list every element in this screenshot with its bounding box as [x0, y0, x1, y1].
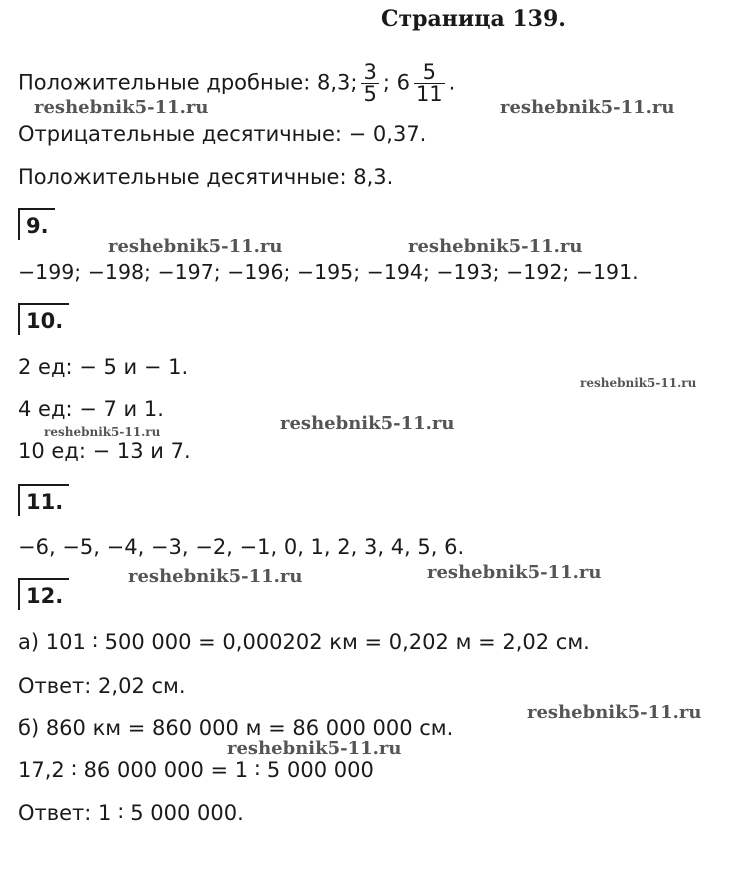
task-10-line-3: 10 ед: − 13 и 7.: [18, 439, 191, 463]
watermark: reshebnik5-11.ru: [500, 97, 675, 118]
fraction-end: .: [448, 70, 456, 95]
watermark: reshebnik5-11.ru: [108, 236, 283, 257]
fraction-denominator: 11: [415, 82, 443, 106]
task-11-number: 11.: [18, 484, 69, 516]
task-11-answer: −6, −5, −4, −3, −2, −1, 0, 1, 2, 3, 4, 5, 6.: [18, 535, 465, 559]
task-12-part-a-answer: Ответ: 2,02 см.: [18, 674, 186, 698]
fraction-five-elevenths: [414, 62, 445, 105]
task-12-part-a: а) 101 ∶ 500 000 = 0,000202 км = 0,202 м = 2,02 см.: [18, 630, 590, 654]
positive-fractions-prefix: Положительные дробные: 8,3;: [18, 70, 358, 95]
watermark: reshebnik5-11.ru: [227, 738, 402, 759]
task-10-line-2: 4 ед: − 7 и 1.: [18, 397, 164, 421]
fraction-numerator: 3: [363, 60, 377, 84]
task-12-number: 12.: [18, 578, 69, 610]
task-12-part-b: б) 860 км = 860 000 м = 86 000 000 см.: [18, 716, 454, 740]
fraction-denominator: 5: [363, 82, 377, 106]
task-12-part-b-answer: Ответ: 1 ∶ 5 000 000.: [18, 801, 244, 825]
task-12-part-b-calc: 17,2 ∶ 86 000 000 = 1 ∶ 5 000 000: [18, 758, 374, 782]
negative-decimals-line: Отрицательные десятичные: − 0,37.: [18, 122, 427, 146]
watermark: reshebnik5-11.ru: [408, 236, 583, 257]
task-10-line-1: 2 ед: − 5 и − 1.: [18, 355, 189, 379]
task-9-answer: −199; −198; −197; −196; −195; −194; −193; −192; −191.: [18, 260, 639, 284]
positive-decimals-line: Положительные десятичные: 8,3.: [18, 165, 394, 189]
page-title: Страница 139.: [381, 6, 566, 32]
watermark: reshebnik5-11.ru: [527, 702, 702, 723]
watermark: reshebnik5-11.ru: [280, 413, 455, 434]
watermark: reshebnik5-11.ru: [580, 376, 697, 390]
watermark: reshebnik5-11.ru: [427, 562, 602, 583]
task-10-number: 10.: [18, 303, 69, 335]
watermark: reshebnik5-11.ru: [44, 425, 161, 439]
watermark: reshebnik5-11.ru: [128, 566, 303, 587]
watermark: reshebnik5-11.ru: [34, 97, 209, 118]
fraction-separator: ; 6: [382, 70, 410, 95]
task-9-number: 9.: [18, 208, 55, 240]
fraction-numerator: 5: [414, 62, 445, 84]
fraction-three-fifths: [361, 62, 378, 105]
